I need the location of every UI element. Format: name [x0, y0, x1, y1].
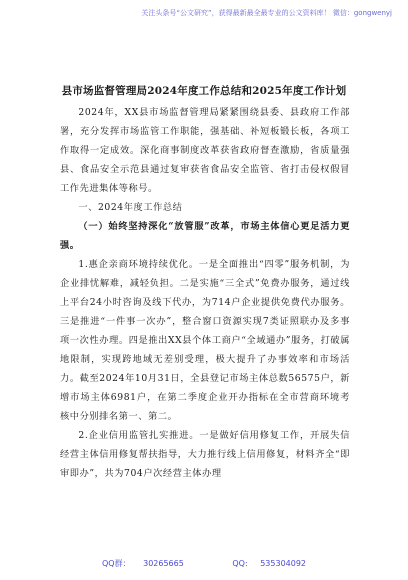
document-title: 县市场监督管理局2024年度工作总结和2025年度工作计划 — [61, 85, 347, 97]
footer-contacts — [0, 558, 408, 569]
subsection-heading-1: （一）始终坚持深化“放管服”改革，市场主体信心更足活力更强。 — [60, 221, 350, 251]
section-heading-1: 一、2024年度工作总结 — [78, 202, 183, 213]
footer-qq: QQ: 535304092 — [232, 559, 307, 568]
document-body — [60, 103, 350, 483]
paragraph-intro: 2024年，XX县市场监督管理局紧紧围绕县委、县政府工作部署，充分发挥市场监管工作职能，强基础、补短板锻长板，各项工作取得一定成效。深化商事制度改革获省政府督查激励，省质量强县、食品安全示范县通过复审获省食品安全监管、省打击侵权假冒工作先进集体等称号。 — [60, 107, 350, 194]
paragraph-1: 1.惠企亲商环境持续优化。一是全面推出“四零”服务机制，为企业排忧解难，减轻负担。二是实施“三全式”免费办服务，通过线上平台24小时咨询及线下代办，为714户企业提供免费代办服务。三是推进“一件事一次办”，整合窗口资源实现7类证照联办及多事项一次性办理。四是推出XX县个体工商户“全域通办”服务，打破属地限制，实现跨地域无差别受理，极大提升了办事效率和市场活力。截至2024年10月31日，全县登记市场主体总数56575户，新增市场主体6981户，在第二季度企业开办指标在全市营商环境考核中分别排名第一、第二。 — [60, 259, 350, 422]
footer-qq-group: QQ群： 30265665 — [101, 559, 184, 568]
paragraph-2: 2.企业信用监管扎实推进。一是做好信用修复工作，开展失信经营主体信用修复帮扶指导，大力推行线上信用修复，材料齐全“即审即办”，共为704户次经营主体办理 — [60, 430, 350, 479]
header-banner: 关注头条号“公文研究”，获得最新最全最专业的公文资料库！ 微信：gongwenyj — [141, 9, 392, 17]
